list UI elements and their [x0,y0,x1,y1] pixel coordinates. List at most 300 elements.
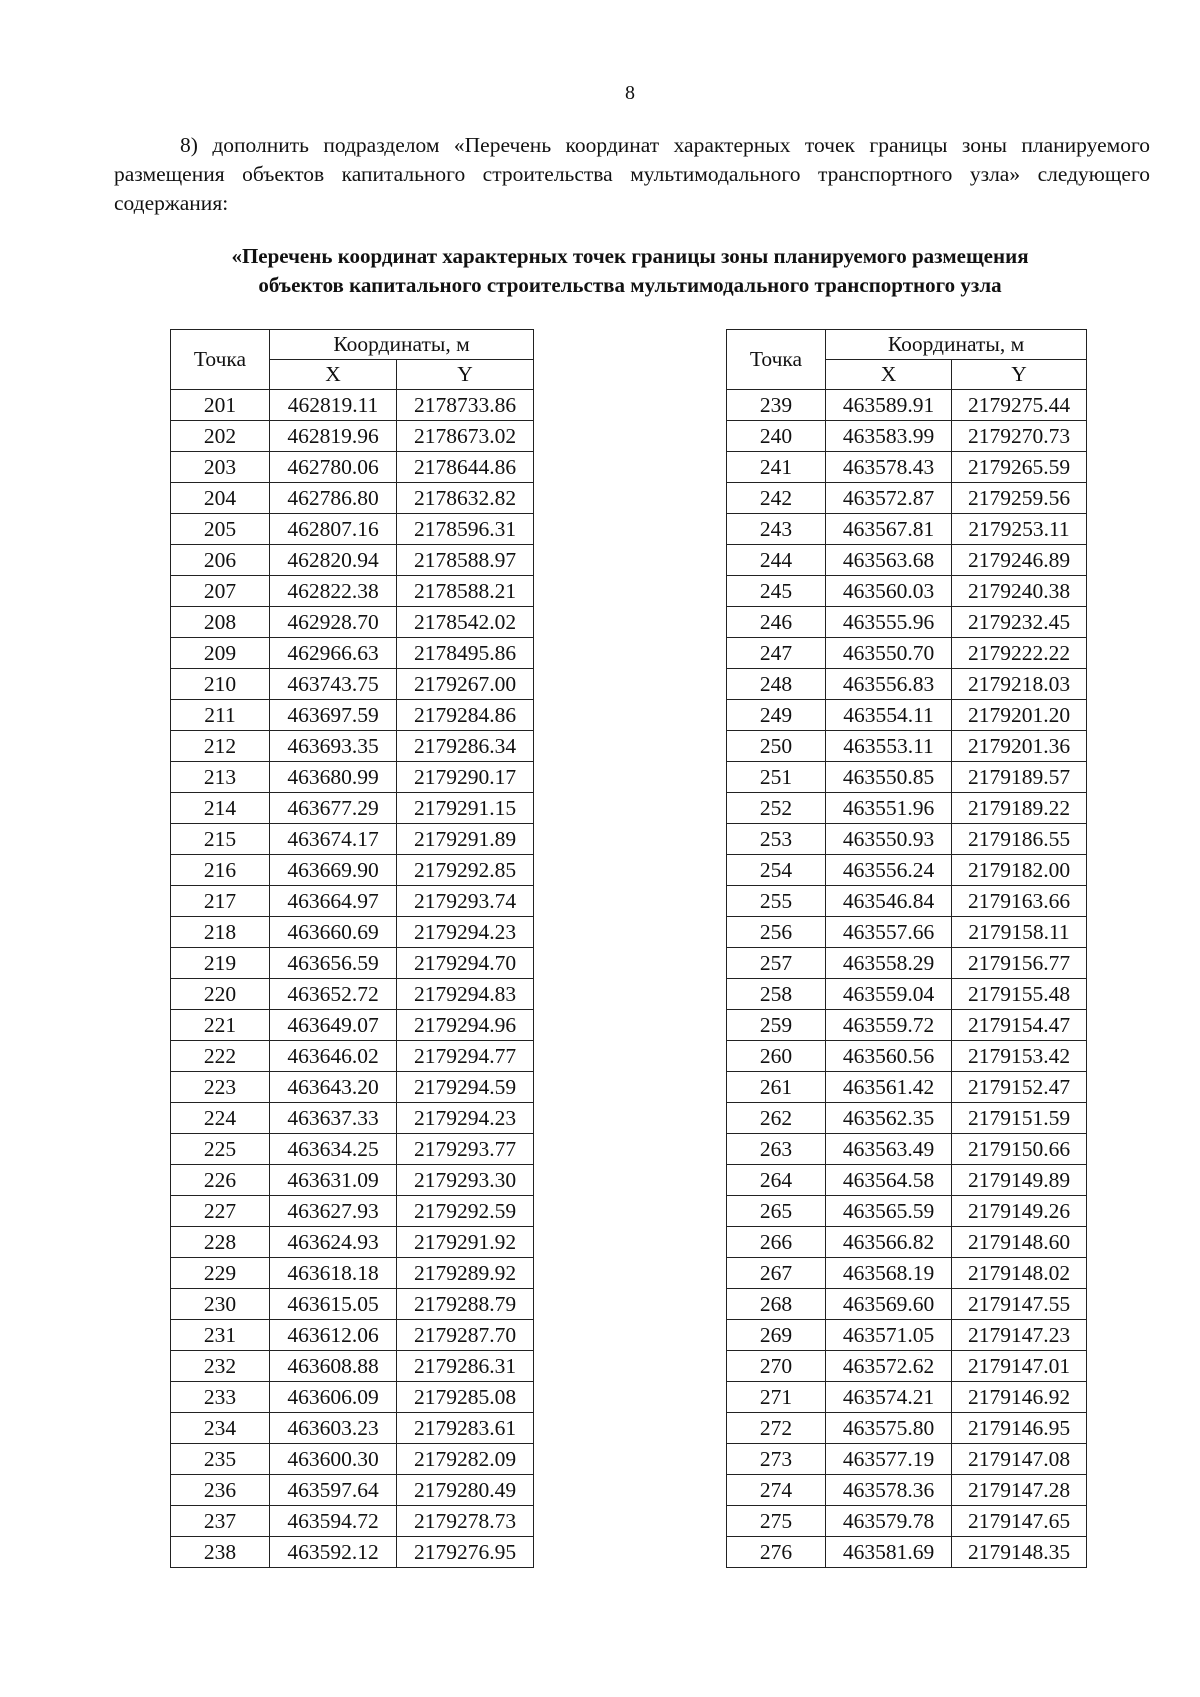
cell-y: 2179283.61 [397,1413,534,1444]
cell-x: 462786.80 [270,483,397,514]
header-coordinates: Координаты, м [270,330,534,360]
cell-x: 463562.35 [826,1103,952,1134]
table-row [727,948,1087,979]
cell-point: 257 [727,948,826,979]
table-row [727,638,1087,669]
cell-y: 2179222.22 [952,638,1087,669]
cell-y: 2179278.73 [397,1506,534,1537]
table-row [727,390,1087,421]
cell-point: 233 [171,1382,270,1413]
table-row [727,576,1087,607]
cell-y: 2179280.49 [397,1475,534,1506]
table-row [727,1165,1087,1196]
table-row [727,1475,1087,1506]
cell-y: 2179146.95 [952,1413,1087,1444]
table-row [727,1444,1087,1475]
table-row [727,1227,1087,1258]
cell-y: 2179275.44 [952,390,1087,421]
table-row [727,979,1087,1010]
cell-point: 264 [727,1165,826,1196]
table-row [171,1010,534,1041]
table-row [727,1041,1087,1072]
cell-x: 463563.68 [826,545,952,576]
cell-y: 2179201.20 [952,700,1087,731]
cell-point: 259 [727,1010,826,1041]
cell-x: 463649.07 [270,1010,397,1041]
cell-x: 463581.69 [826,1537,952,1568]
cell-point: 215 [171,824,270,855]
table-row [727,886,1087,917]
table-row [171,1351,534,1382]
cell-y: 2179293.77 [397,1134,534,1165]
cell-y: 2179147.28 [952,1475,1087,1506]
cell-x: 463554.11 [826,700,952,731]
cell-x: 463612.06 [270,1320,397,1351]
table-row [171,948,534,979]
coordinates-table-right [726,329,1087,1568]
table-row [727,421,1087,452]
cell-x: 463550.93 [826,824,952,855]
table-row [727,669,1087,700]
cell-y: 2179294.70 [397,948,534,979]
table-row [171,421,534,452]
cell-x: 463597.64 [270,1475,397,1506]
cell-x: 463560.56 [826,1041,952,1072]
cell-y: 2179147.01 [952,1351,1087,1382]
cell-point: 274 [727,1475,826,1506]
cell-y: 2179156.77 [952,948,1087,979]
table-row [171,731,534,762]
cell-y: 2179153.42 [952,1041,1087,1072]
cell-x: 463656.59 [270,948,397,979]
table-row [171,514,534,545]
cell-y: 2179294.23 [397,917,534,948]
cell-x: 463627.93 [270,1196,397,1227]
cell-x: 463618.18 [270,1258,397,1289]
cell-point: 227 [171,1196,270,1227]
cell-x: 463558.29 [826,948,952,979]
table-row [727,545,1087,576]
cell-y: 2179149.89 [952,1165,1087,1196]
cell-y: 2179294.23 [397,1103,534,1134]
table-row [171,607,534,638]
header-point: Точка [727,330,826,390]
cell-point: 236 [171,1475,270,1506]
cell-point: 256 [727,917,826,948]
cell-y: 2179147.65 [952,1506,1087,1537]
cell-point: 228 [171,1227,270,1258]
cell-y: 2179232.45 [952,607,1087,638]
table-row [727,1289,1087,1320]
table-row [727,1072,1087,1103]
cell-y: 2179286.31 [397,1351,534,1382]
cell-y: 2179294.96 [397,1010,534,1041]
cell-point: 213 [171,762,270,793]
cell-y: 2179246.89 [952,545,1087,576]
cell-point: 261 [727,1072,826,1103]
table-row [171,917,534,948]
cell-y: 2179286.34 [397,731,534,762]
table-row [727,731,1087,762]
cell-point: 231 [171,1320,270,1351]
header-x: X [270,360,397,390]
cell-y: 2179155.48 [952,979,1087,1010]
cell-point: 223 [171,1072,270,1103]
table-row [171,824,534,855]
cell-point: 263 [727,1134,826,1165]
cell-point: 272 [727,1413,826,1444]
header-x: X [826,360,952,390]
cell-y: 2178542.02 [397,607,534,638]
table-row [727,452,1087,483]
table-row [727,1351,1087,1382]
cell-x: 463600.30 [270,1444,397,1475]
cell-y: 2179253.11 [952,514,1087,545]
cell-x: 463565.59 [826,1196,952,1227]
header-y: Y [952,360,1087,390]
table-row [727,793,1087,824]
table-row [727,917,1087,948]
cell-point: 269 [727,1320,826,1351]
cell-point: 209 [171,638,270,669]
cell-x: 462780.06 [270,452,397,483]
table-row [727,1506,1087,1537]
table-row [727,1134,1087,1165]
cell-y: 2179293.74 [397,886,534,917]
cell-x: 463546.84 [826,886,952,917]
cell-x: 463559.72 [826,1010,952,1041]
cell-y: 2179148.60 [952,1227,1087,1258]
cell-point: 214 [171,793,270,824]
cell-x: 463624.93 [270,1227,397,1258]
cell-x: 463743.75 [270,669,397,700]
cell-x: 463571.05 [826,1320,952,1351]
cell-point: 225 [171,1134,270,1165]
cell-y: 2179201.36 [952,731,1087,762]
cell-y: 2179240.38 [952,576,1087,607]
table-row [727,1010,1087,1041]
cell-y: 2179147.23 [952,1320,1087,1351]
cell-x: 463615.05 [270,1289,397,1320]
cell-y: 2179154.47 [952,1010,1087,1041]
cell-x: 463652.72 [270,979,397,1010]
header-y: Y [397,360,534,390]
cell-y: 2179146.92 [952,1382,1087,1413]
cell-point: 242 [727,483,826,514]
table-row [727,1258,1087,1289]
cell-point: 244 [727,545,826,576]
cell-point: 238 [171,1537,270,1568]
cell-y: 2179259.56 [952,483,1087,514]
cell-y: 2179218.03 [952,669,1087,700]
cell-x: 463631.09 [270,1165,397,1196]
table-row [171,886,534,917]
cell-x: 463637.33 [270,1103,397,1134]
cell-x: 463564.58 [826,1165,952,1196]
cell-point: 254 [727,855,826,886]
cell-x: 463660.69 [270,917,397,948]
table-row [171,1196,534,1227]
cell-point: 205 [171,514,270,545]
table-row [171,1444,534,1475]
cell-x: 463550.85 [826,762,952,793]
cell-point: 245 [727,576,826,607]
table-row [171,669,534,700]
cell-x: 463559.04 [826,979,952,1010]
cell-y: 2179287.70 [397,1320,534,1351]
table-row [171,855,534,886]
table-row [171,1258,534,1289]
table-row [171,390,534,421]
cell-point: 208 [171,607,270,638]
cell-x: 462819.96 [270,421,397,452]
cell-x: 463693.35 [270,731,397,762]
table-row [727,855,1087,886]
cell-point: 262 [727,1103,826,1134]
table-row [727,1103,1087,1134]
cell-y: 2179148.02 [952,1258,1087,1289]
cell-y: 2179270.73 [952,421,1087,452]
cell-x: 463594.72 [270,1506,397,1537]
table-row [171,1227,534,1258]
table-row [171,1506,534,1537]
cell-point: 248 [727,669,826,700]
cell-y: 2179289.92 [397,1258,534,1289]
cell-point: 273 [727,1444,826,1475]
cell-y: 2178644.86 [397,452,534,483]
header-coordinates: Координаты, м [826,330,1087,360]
cell-point: 219 [171,948,270,979]
cell-y: 2179284.86 [397,700,534,731]
cell-x: 462820.94 [270,545,397,576]
cell-point: 267 [727,1258,826,1289]
table-row [171,576,534,607]
cell-x: 463568.19 [826,1258,952,1289]
cell-x: 463556.24 [826,855,952,886]
section-heading [140,242,1120,300]
table-row [171,979,534,1010]
cell-y: 2178596.31 [397,514,534,545]
table-row [171,452,534,483]
cell-x: 463677.29 [270,793,397,824]
table-row [727,1320,1087,1351]
cell-y: 2179285.08 [397,1382,534,1413]
cell-y: 2179163.66 [952,886,1087,917]
cell-point: 275 [727,1506,826,1537]
table-row [727,1413,1087,1444]
cell-point: 255 [727,886,826,917]
cell-point: 239 [727,390,826,421]
cell-y: 2179186.55 [952,824,1087,855]
cell-x: 462807.16 [270,514,397,545]
cell-x: 463557.66 [826,917,952,948]
cell-x: 463579.78 [826,1506,952,1537]
table-row [171,483,534,514]
cell-point: 217 [171,886,270,917]
table-row [171,1413,534,1444]
table-row [171,700,534,731]
cell-y: 2179267.00 [397,669,534,700]
table-row [171,1041,534,1072]
cell-y: 2178588.97 [397,545,534,576]
cell-point: 243 [727,514,826,545]
cell-point: 224 [171,1103,270,1134]
cell-y: 2178495.86 [397,638,534,669]
cell-point: 246 [727,607,826,638]
cell-y: 2179292.85 [397,855,534,886]
cell-y: 2179291.15 [397,793,534,824]
cell-point: 250 [727,731,826,762]
cell-x: 463550.70 [826,638,952,669]
cell-x: 462966.63 [270,638,397,669]
cell-x: 463680.99 [270,762,397,793]
cell-point: 266 [727,1227,826,1258]
cell-y: 2179282.09 [397,1444,534,1475]
cell-y: 2179150.66 [952,1134,1087,1165]
cell-x: 463592.12 [270,1537,397,1568]
cell-x: 463674.17 [270,824,397,855]
cell-point: 230 [171,1289,270,1320]
cell-y: 2178632.82 [397,483,534,514]
cell-point: 252 [727,793,826,824]
cell-x: 463664.97 [270,886,397,917]
cell-y: 2179265.59 [952,452,1087,483]
cell-point: 268 [727,1289,826,1320]
cell-x: 463561.42 [826,1072,952,1103]
cell-x: 463634.25 [270,1134,397,1165]
cell-point: 220 [171,979,270,1010]
cell-point: 251 [727,762,826,793]
cell-point: 270 [727,1351,826,1382]
cell-point: 241 [727,452,826,483]
table-row [171,1382,534,1413]
cell-y: 2179290.17 [397,762,534,793]
cell-x: 463555.96 [826,607,952,638]
cell-point: 260 [727,1041,826,1072]
cell-x: 463669.90 [270,855,397,886]
table-row [727,762,1087,793]
heading-line-1: «Перечень координат характерных точек границы зоны планируемого размещения [231,244,1029,268]
cell-x: 462822.38 [270,576,397,607]
cell-x: 463563.49 [826,1134,952,1165]
cell-y: 2179294.77 [397,1041,534,1072]
table-row [171,1289,534,1320]
cell-point: 249 [727,700,826,731]
cell-point: 247 [727,638,826,669]
table-row [171,1134,534,1165]
cell-x: 463560.03 [826,576,952,607]
cell-point: 211 [171,700,270,731]
cell-y: 2179276.95 [397,1537,534,1568]
cell-x: 463572.62 [826,1351,952,1382]
cell-y: 2179292.59 [397,1196,534,1227]
cell-point: 226 [171,1165,270,1196]
cell-y: 2179147.55 [952,1289,1087,1320]
cell-point: 271 [727,1382,826,1413]
cell-point: 204 [171,483,270,514]
cell-x: 463646.02 [270,1041,397,1072]
table-row [727,483,1087,514]
page-number: 8 [625,82,635,104]
cell-y: 2178733.86 [397,390,534,421]
table-row [171,1320,534,1351]
cell-point: 276 [727,1537,826,1568]
cell-point: 265 [727,1196,826,1227]
table-row [727,700,1087,731]
cell-x: 463574.21 [826,1382,952,1413]
cell-point: 203 [171,452,270,483]
cell-point: 210 [171,669,270,700]
table-row [171,1475,534,1506]
cell-x: 463577.19 [826,1444,952,1475]
cell-point: 258 [727,979,826,1010]
cell-y: 2179182.00 [952,855,1087,886]
cell-point: 237 [171,1506,270,1537]
cell-x: 463566.82 [826,1227,952,1258]
cell-x: 463556.83 [826,669,952,700]
cell-point: 232 [171,1351,270,1382]
table-row [727,1537,1087,1568]
cell-point: 229 [171,1258,270,1289]
cell-y: 2179149.26 [952,1196,1087,1227]
cell-y: 2178673.02 [397,421,534,452]
cell-x: 463551.96 [826,793,952,824]
cell-x: 463589.91 [826,390,952,421]
cell-point: 240 [727,421,826,452]
cell-y: 2179189.22 [952,793,1087,824]
table-row [171,762,534,793]
cell-point: 234 [171,1413,270,1444]
cell-point: 222 [171,1041,270,1072]
cell-y: 2179189.57 [952,762,1087,793]
table-row [727,607,1087,638]
cell-y: 2179152.47 [952,1072,1087,1103]
intro-text: 8) дополнить подразделом «Перечень координат характерных точек границы зоны планируемого размещения объектов капитального строительства мультимодального транспортного узла» следующего содержания: [114,133,1150,215]
cell-y: 2179294.59 [397,1072,534,1103]
cell-point: 202 [171,421,270,452]
cell-x: 463578.43 [826,452,952,483]
cell-point: 206 [171,545,270,576]
cell-y: 2179288.79 [397,1289,534,1320]
cell-point: 207 [171,576,270,607]
cell-y: 2179158.11 [952,917,1087,948]
cell-point: 221 [171,1010,270,1041]
cell-y: 2179148.35 [952,1537,1087,1568]
cell-point: 201 [171,390,270,421]
table-row [727,1382,1087,1413]
intro-paragraph [114,131,1150,218]
cell-x: 463553.11 [826,731,952,762]
cell-point: 253 [727,824,826,855]
cell-x: 462819.11 [270,390,397,421]
table-row [727,1196,1087,1227]
coordinates-table-left [170,329,534,1568]
cell-x: 463569.60 [826,1289,952,1320]
cell-x: 463603.23 [270,1413,397,1444]
heading-line-2: объектов капитального строительства мультимодального транспортного узла [258,273,1002,297]
cell-y: 2179151.59 [952,1103,1087,1134]
table-row [171,545,534,576]
cell-point: 235 [171,1444,270,1475]
cell-x: 463567.81 [826,514,952,545]
cell-point: 216 [171,855,270,886]
cell-point: 212 [171,731,270,762]
table-row [171,638,534,669]
cell-x: 463572.87 [826,483,952,514]
table-row [171,1165,534,1196]
cell-x: 463608.88 [270,1351,397,1382]
cell-x: 463578.36 [826,1475,952,1506]
